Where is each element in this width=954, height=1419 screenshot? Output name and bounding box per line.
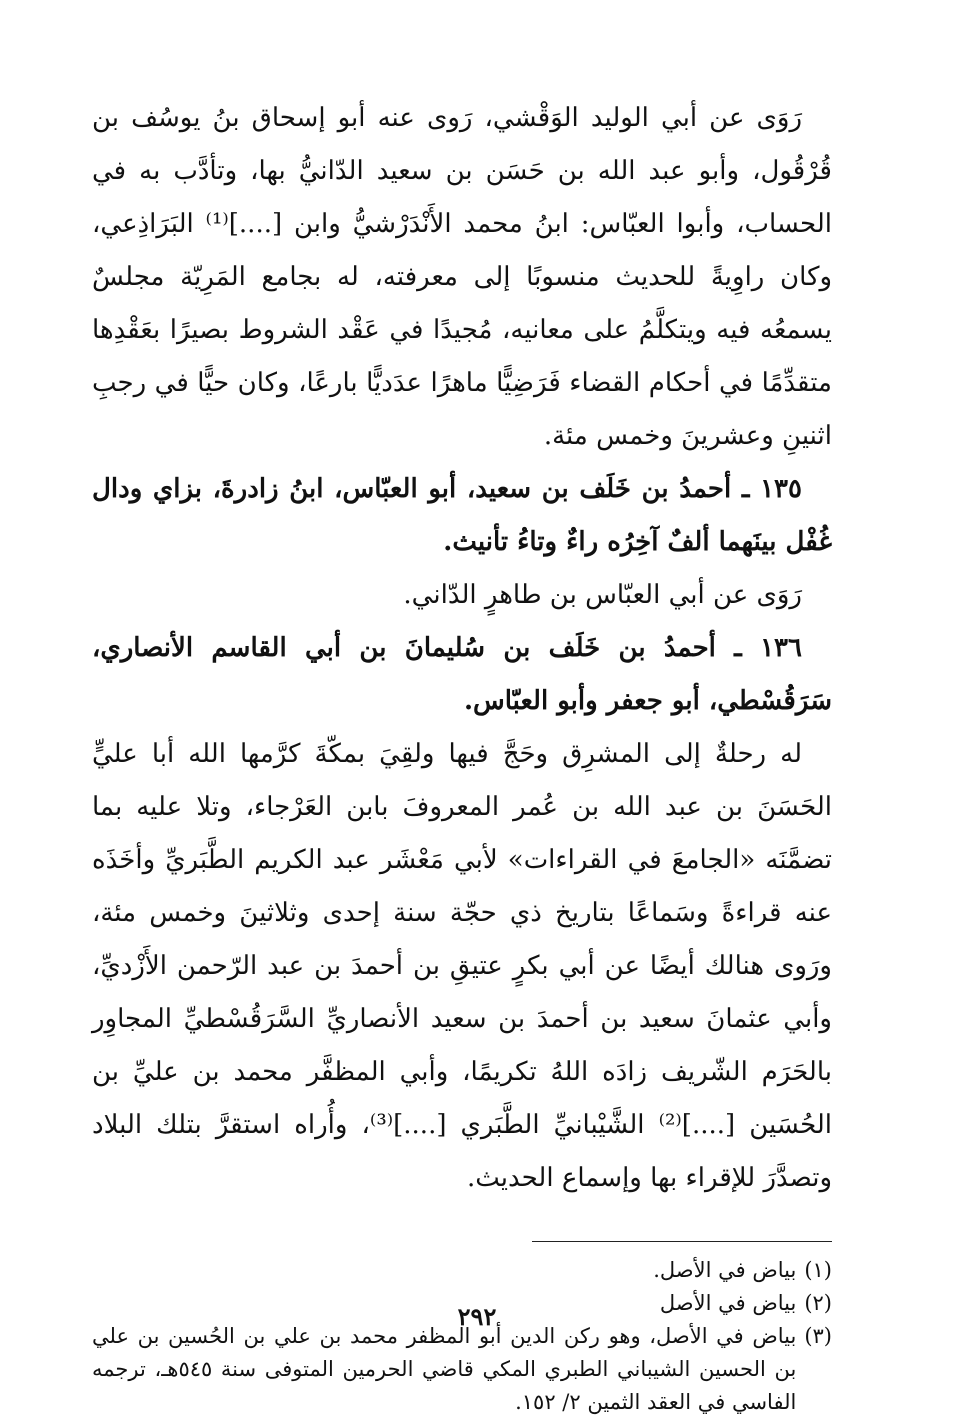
footnote-3 [92,1320,832,1419]
main-text [92,92,832,1205]
entry-136-heading: ١٣٦ ـ أحمدُ بن خَلَف بن سُليمانَ بن أبي القاسم الأنصاري، سَرَقُسْطي، أبو جعفر وأبو العبّاس. [92,633,832,716]
footnote-text: بياض في الأصل، وهو ركن الدين أبو المظفر محمد بن علي بن الحُسين بن علي بن الحسين الشيباني الطبري المكي قاضي الحرمين المتوفى سنة ٥٤٥هـ، ترجمه الفاسي في العقد الثمين ٢/ ١٥٢. [92,1324,797,1414]
footnote-number: (٢) [804,1291,832,1315]
footnote-divider [532,1241,832,1242]
footnote-text: بياض في الأصل [659,1291,797,1315]
paragraph-3: له رحلةٌ إلى المشرِق وحَجَّ فيها ولقِيَ بمكّةَ كرَّمها الله أبا عليٍّ الحَسَنَ بن عبد الله بن عُمر المعروفَ بابن العَرْجاء، وتلا عليه بما تضمَّنَه «الجامعَ في القراءات» لأبي مَعْشَر عبد الكريم الطَّبَريِّ وأخَذَه عنه قراءةً وسَماعًا بتاريخ ذي حجّة سنة إحدى وثلاثينَ وخمس مئة، ورَوى هنالك أيضًا عن أبي بكرٍ عتيقِ بن أحمدَ بن عبد الرّحمن الأَزْديِّ، وأبي عثمانَ سعيد بن أحمدَ بن سعيد الأنصاريِّ السَّرَقُسْطيِّ المجاوِر بالحَرَم الشّريف زادَه اللهُ تكريمًا، وأبي المظفَّر محمد بن عليِّ بن الحُسَين [....]⁽²⁾ الشَّيْبانيِّ الطَّبَري [....]⁽³⁾، وأُراه استقرَّ بتلك البلاد وتصدَّرَ للإقراء بها وإسماع الحديث. [92,739,832,1193]
footnote-1 [92,1254,832,1287]
paragraph-1: رَوَى عن أبي الوليد الوَقْشي، رَوى عنه أبو إسحاق بنُ يوسُف بن قُرْقُول، وأبو عبد الله بن حَسَن بن سعيد الدّانيُّ بها، وتأدَّب به في الحساب، وأبوا العبّاس: ابنُ محمد الأَنْدَرْشيُّ وابن [....]⁽¹⁾ البَرَاذِعي، وكان راوِيةً للحديث منسوبًا إلى معرفته، له بجامع المَرِيّة مجلسٌ يسمعُه فيه ويتكلَّمُ على معانيه، مُجيدًا في عَقْد الشروط بصيرًا بعَقْدِها متقدِّمًا في أحكام القضاء فَرَضِيًّا ماهرًا عدَديًّا بارعًا، وكان حيًّا في رجبِ اثنينِ وعشرينَ وخمس مئة. [92,103,832,451]
footnote-number: (١) [804,1258,832,1282]
page-number: ٢٩٢ [457,1302,497,1331]
paragraph-2: رَوَى عن أبي العبّاس بن طاهرٍ الدّاني. [403,580,802,610]
footnotes [92,1254,832,1419]
entry-135-heading: ١٣٥ ـ أحمدُ بن خَلَف بن سعيد، أبو العبّاس، ابنُ زادرةَ، بزاي ودال غُفْل بينَهما ألفٌ آخِرُه راءٌ وتاءُ تأنيث. [92,474,832,557]
footnote-number: (٣) [804,1324,832,1348]
footnote-text: بياض في الأصل. [653,1258,797,1282]
